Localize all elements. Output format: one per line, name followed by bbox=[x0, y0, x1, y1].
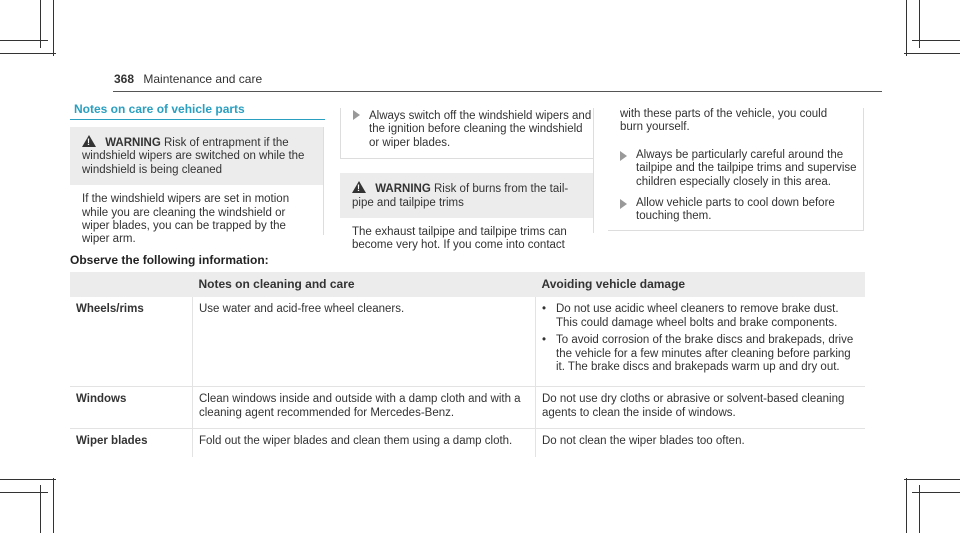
page-number: 368 bbox=[114, 72, 135, 86]
table-row bbox=[70, 387, 865, 429]
row-label: Windows bbox=[70, 387, 193, 429]
care-cell: Clean windows inside and outside with a damp cloth and with a cleaning agent recommended for Mercedes-Benz. bbox=[193, 387, 536, 429]
crop-mark bbox=[0, 492, 48, 493]
warning-headline: Risk of entrapment if the windshield wipers are switched on while the windshield is being cleaned bbox=[82, 137, 305, 176]
row-label: Wheels/rims bbox=[70, 297, 193, 387]
care-cell: Use water and acid-free wheel cleaners. bbox=[193, 297, 536, 387]
table-header-cell: Notes on cleaning and care bbox=[193, 272, 536, 297]
warning-body: If the windshield wipers are set in motion while you are cleaning the windshield or wiper blades, you can be trapped by the wiper arm. bbox=[82, 193, 290, 246]
warning-box-entrapment bbox=[70, 127, 323, 255]
instruction-text: Always be particularly careful around the tailpipe and the tailpipe trims and supervise children especially closely in this area. bbox=[636, 148, 857, 188]
warning-continued: with these parts of the vehicle, you could burn yourself. bbox=[620, 108, 828, 134]
crop-mark bbox=[906, 0, 907, 56]
row-label: Wiper blades bbox=[70, 429, 193, 457]
damage-list bbox=[542, 303, 859, 374]
instruction-text: Allow vehicle parts to cool down before touching them. bbox=[636, 197, 835, 223]
damage-cell: Do not clean the wiper blades too often. bbox=[542, 435, 745, 448]
table-row bbox=[70, 429, 865, 457]
arrow-bullet-icon bbox=[353, 110, 360, 120]
warning-box-burns bbox=[340, 173, 593, 261]
warning-label: WARNING bbox=[375, 183, 431, 196]
care-table bbox=[70, 272, 865, 457]
crop-mark bbox=[904, 53, 960, 54]
crop-mark bbox=[912, 40, 960, 41]
table-header-row bbox=[70, 272, 865, 297]
instruction-bullet bbox=[608, 149, 863, 189]
column-three bbox=[608, 108, 864, 231]
table-header-cell bbox=[70, 272, 193, 297]
arrow-bullet-icon bbox=[620, 151, 627, 161]
warning-triangle-icon bbox=[352, 181, 366, 193]
crop-mark bbox=[906, 478, 907, 533]
crop-mark bbox=[53, 478, 54, 533]
warning-label: WARNING bbox=[105, 137, 161, 149]
warning-triangle-icon bbox=[82, 135, 96, 147]
instruction-bullet bbox=[340, 108, 593, 159]
column-divider bbox=[593, 108, 594, 233]
arrow-bullet-icon bbox=[620, 199, 627, 209]
table-row bbox=[70, 297, 865, 387]
table-header-cell: Avoiding vehicle damage bbox=[536, 272, 866, 297]
warning-headline: Risk of burns from the tail-pipe and tailpipe trims bbox=[352, 183, 569, 209]
crop-mark bbox=[0, 53, 56, 54]
header-divider bbox=[113, 91, 882, 92]
crop-mark bbox=[0, 479, 56, 480]
instruction-text: Always switch off the windshield wipers and the ignition before cleaning the windshield or wiper blades. bbox=[369, 110, 592, 149]
warning-header bbox=[340, 173, 593, 218]
section-title-underline bbox=[70, 119, 325, 120]
crop-mark bbox=[912, 492, 960, 493]
care-cell: Fold out the wiper blades and clean them using a damp cloth. bbox=[193, 429, 536, 457]
damage-cell bbox=[536, 297, 866, 387]
column-two bbox=[340, 108, 593, 261]
crop-mark bbox=[0, 40, 48, 41]
warning-body: The exhaust tailpipe and tailpipe trims can become very hot. If you come into contact bbox=[352, 226, 567, 252]
warning-header bbox=[70, 127, 323, 185]
damage-cell: Do not use dry cloths or abrasive or solvent-based cleaning agents to clean the inside of windows. bbox=[536, 387, 866, 429]
observe-heading: Observe the following information: bbox=[70, 253, 269, 267]
section-title: Notes on care of vehicle parts bbox=[74, 102, 245, 116]
list-item: • To avoid corrosion of the brake discs and brakepads, drive the vehicle for a few minutes after cleaning before parking it. The brake discs and brakepads warm up and dry out. bbox=[542, 334, 859, 374]
instruction-bullet bbox=[608, 197, 863, 224]
crop-mark bbox=[53, 0, 54, 56]
page-header bbox=[114, 72, 262, 86]
column-divider bbox=[323, 127, 324, 235]
list-item: • Do not use acidic wheel cleaners to remove brake dust. This could damage wheel bolts and brake components. bbox=[542, 303, 859, 330]
section-name: Maintenance and care bbox=[143, 72, 263, 86]
crop-mark bbox=[904, 479, 960, 480]
